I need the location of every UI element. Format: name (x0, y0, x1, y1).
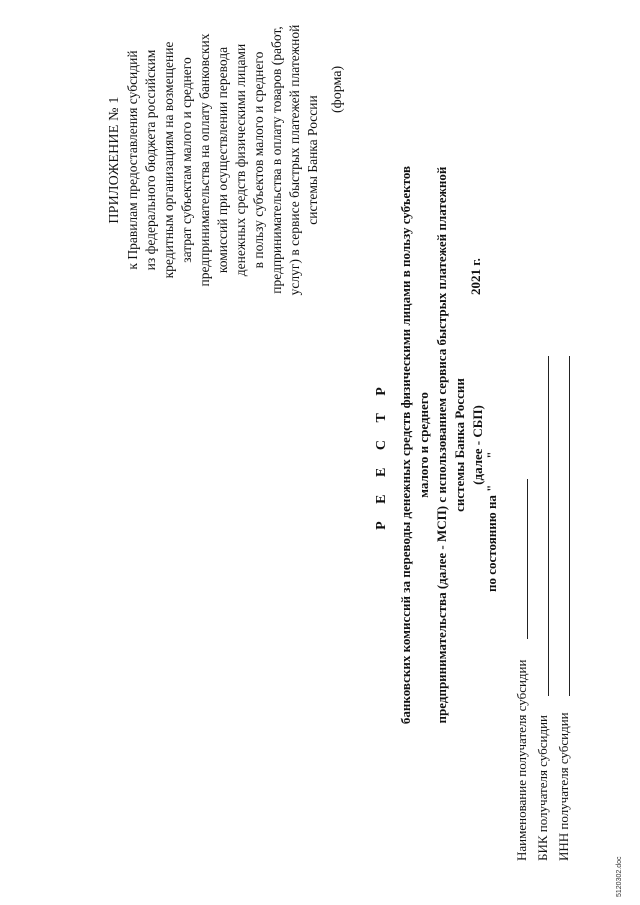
recipient-name-underline (527, 479, 528, 639)
recipient-name-label: Наименование получателя субсидии (514, 659, 529, 861)
description-line: (далее - СБП) (470, 405, 485, 485)
register-description (397, 165, 487, 725)
inn-label: ИНН получателя субсидии (556, 712, 571, 861)
appendix-line: из федерального бюджета российским (143, 49, 158, 271)
appendix-line: в пользу субъектов малого и среднего (251, 51, 266, 269)
bik-field[interactable] (535, 471, 550, 861)
register-title: Р Е Е С Т Р (374, 380, 389, 530)
appendix-line: предпринимательства в оплату товаров (работ, (269, 26, 284, 294)
appendix-line: к Правилам предоставления субсидий (125, 50, 140, 270)
appendix-line: комиссий при осуществлении перевода (215, 46, 230, 274)
bik-underline (548, 356, 549, 696)
appendix-line: денежных средств физическими лицами (233, 43, 248, 277)
bik-label: БИК получателя субсидии (535, 715, 550, 861)
inn-field[interactable] (556, 471, 571, 861)
form-label: (форма) (330, 65, 345, 113)
description-line: предпринимательства (далее - МСП) с использованием сервиса быстрых платежей платежной системы Банка России (434, 166, 467, 724)
document-id: 5120302.doc (616, 856, 623, 897)
appendix-line: предпринимательства на оплату банковских (197, 33, 212, 287)
appendix-line: системы Банка России (305, 95, 320, 225)
appendix-block (106, 16, 322, 304)
inn-underline (569, 356, 570, 696)
appendix-title: ПРИЛОЖЕНИЕ № 1 (107, 96, 122, 224)
as-of-year: 2021 г. (468, 258, 483, 295)
as-of-label: по состоянию на " " (484, 451, 499, 592)
recipient-name-field[interactable] (514, 471, 529, 861)
appendix-line: кредитным организациям на возмещение (161, 41, 176, 279)
description-line: банковских комиссий за переводы денежных средств физическими лицами в пользу субъектов малого и среднего (398, 165, 431, 725)
appendix-line: услуг) в сервисе быстрых платежей платежной (287, 24, 302, 296)
appendix-line: затрат субъектам малого и среднего (179, 57, 194, 263)
